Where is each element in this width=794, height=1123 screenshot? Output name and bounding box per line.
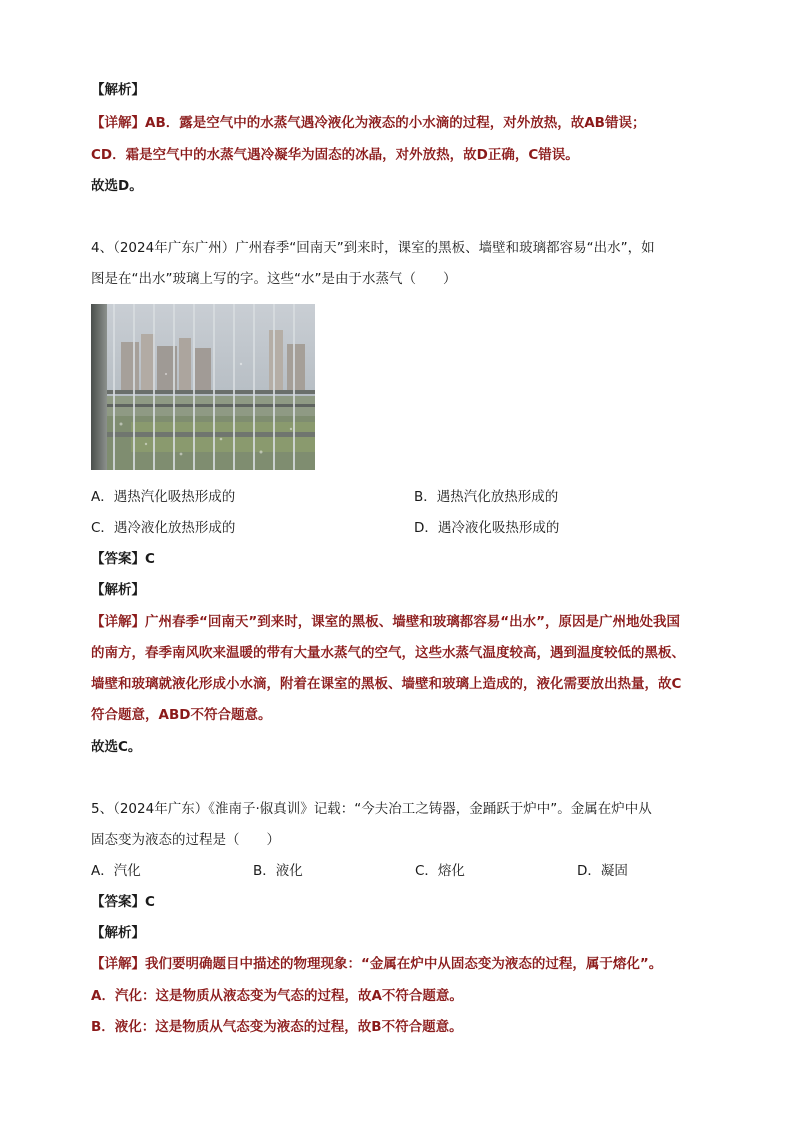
detail-text: 【详解】广州春季“回南天”到来时，课室的黑板、墙壁和玻璃都容易“出水”，原因是广州地处我国	[91, 614, 680, 630]
detail-text: A．汽化：这是物质从液态变为气态的过程，故A不符合题意。	[91, 988, 463, 1004]
detail-text: 【详解】AB．露是空气中的水蒸气遇冷液化为液态的小水滴的过程，对外放热，故AB错误；	[91, 115, 646, 131]
option-c: C．熔化	[415, 863, 465, 879]
analysis-label: 【解析】	[91, 582, 145, 598]
question-4-stem-cont: 图是在“出水”玻璃上写的字。这些“水”是由于水蒸气（ ）	[91, 271, 457, 287]
detail-text: B．液化：这是物质从气态变为液态的过程，故B不符合题意。	[91, 1019, 463, 1035]
answer-label: 【答案】C	[91, 551, 155, 567]
question-4-stem: 4、（2024年广东广州）广州春季“回南天”到来时，课室的黑板、墙壁和玻璃都容易“出水”，如	[91, 240, 655, 256]
analysis-label: 【解析】	[91, 82, 145, 98]
detail-text: 符合题意，ABD不符合题意。	[91, 707, 272, 723]
answer-label: 【答案】C	[91, 894, 155, 910]
option-a: A．汽化	[91, 863, 141, 879]
detail-text: CD．霜是空气中的水蒸气遇冷凝华为固态的冰晶，对外放热，故D正确，C错误。	[91, 147, 579, 163]
option-a: A．遇热汽化吸热形成的	[91, 489, 236, 505]
analysis-label: 【解析】	[91, 925, 145, 941]
option-b: B．遇热汽化放热形成的	[414, 489, 559, 505]
conclusion-text: 故选C。	[91, 739, 142, 755]
detail-text: 的南方，春季南风吹来温暖的带有大量水蒸气的空气，这些水蒸气温度较高，遇到温度较低的黑板、	[91, 645, 685, 661]
question-5-stem: 5、（2024年广东）《淮南子·俶真训》记载：“今夫冶工之铸器，金踊跃于炉中”。金属在炉中从	[91, 801, 652, 817]
conclusion-text: 故选D。	[91, 178, 143, 194]
option-d: D．凝固	[577, 863, 628, 879]
option-c: C．遇冷液化放热形成的	[91, 520, 236, 536]
detail-text: 墙壁和玻璃就液化形成小水滴，附着在课室的黑板、墙壁和玻璃上造成的，液化需要放出热量，故C	[91, 676, 682, 692]
rainy-window-photo	[91, 304, 315, 470]
question-5-stem-cont: 固态变为液态的过程是（ ）	[91, 832, 280, 848]
detail-text: 【详解】我们要明确题目中描述的物理现象：“金属在炉中从固态变为液态的过程，属于熔化”。	[91, 956, 663, 972]
option-b: B．液化	[253, 863, 303, 879]
option-d: D．遇冷液化吸热形成的	[414, 520, 560, 536]
